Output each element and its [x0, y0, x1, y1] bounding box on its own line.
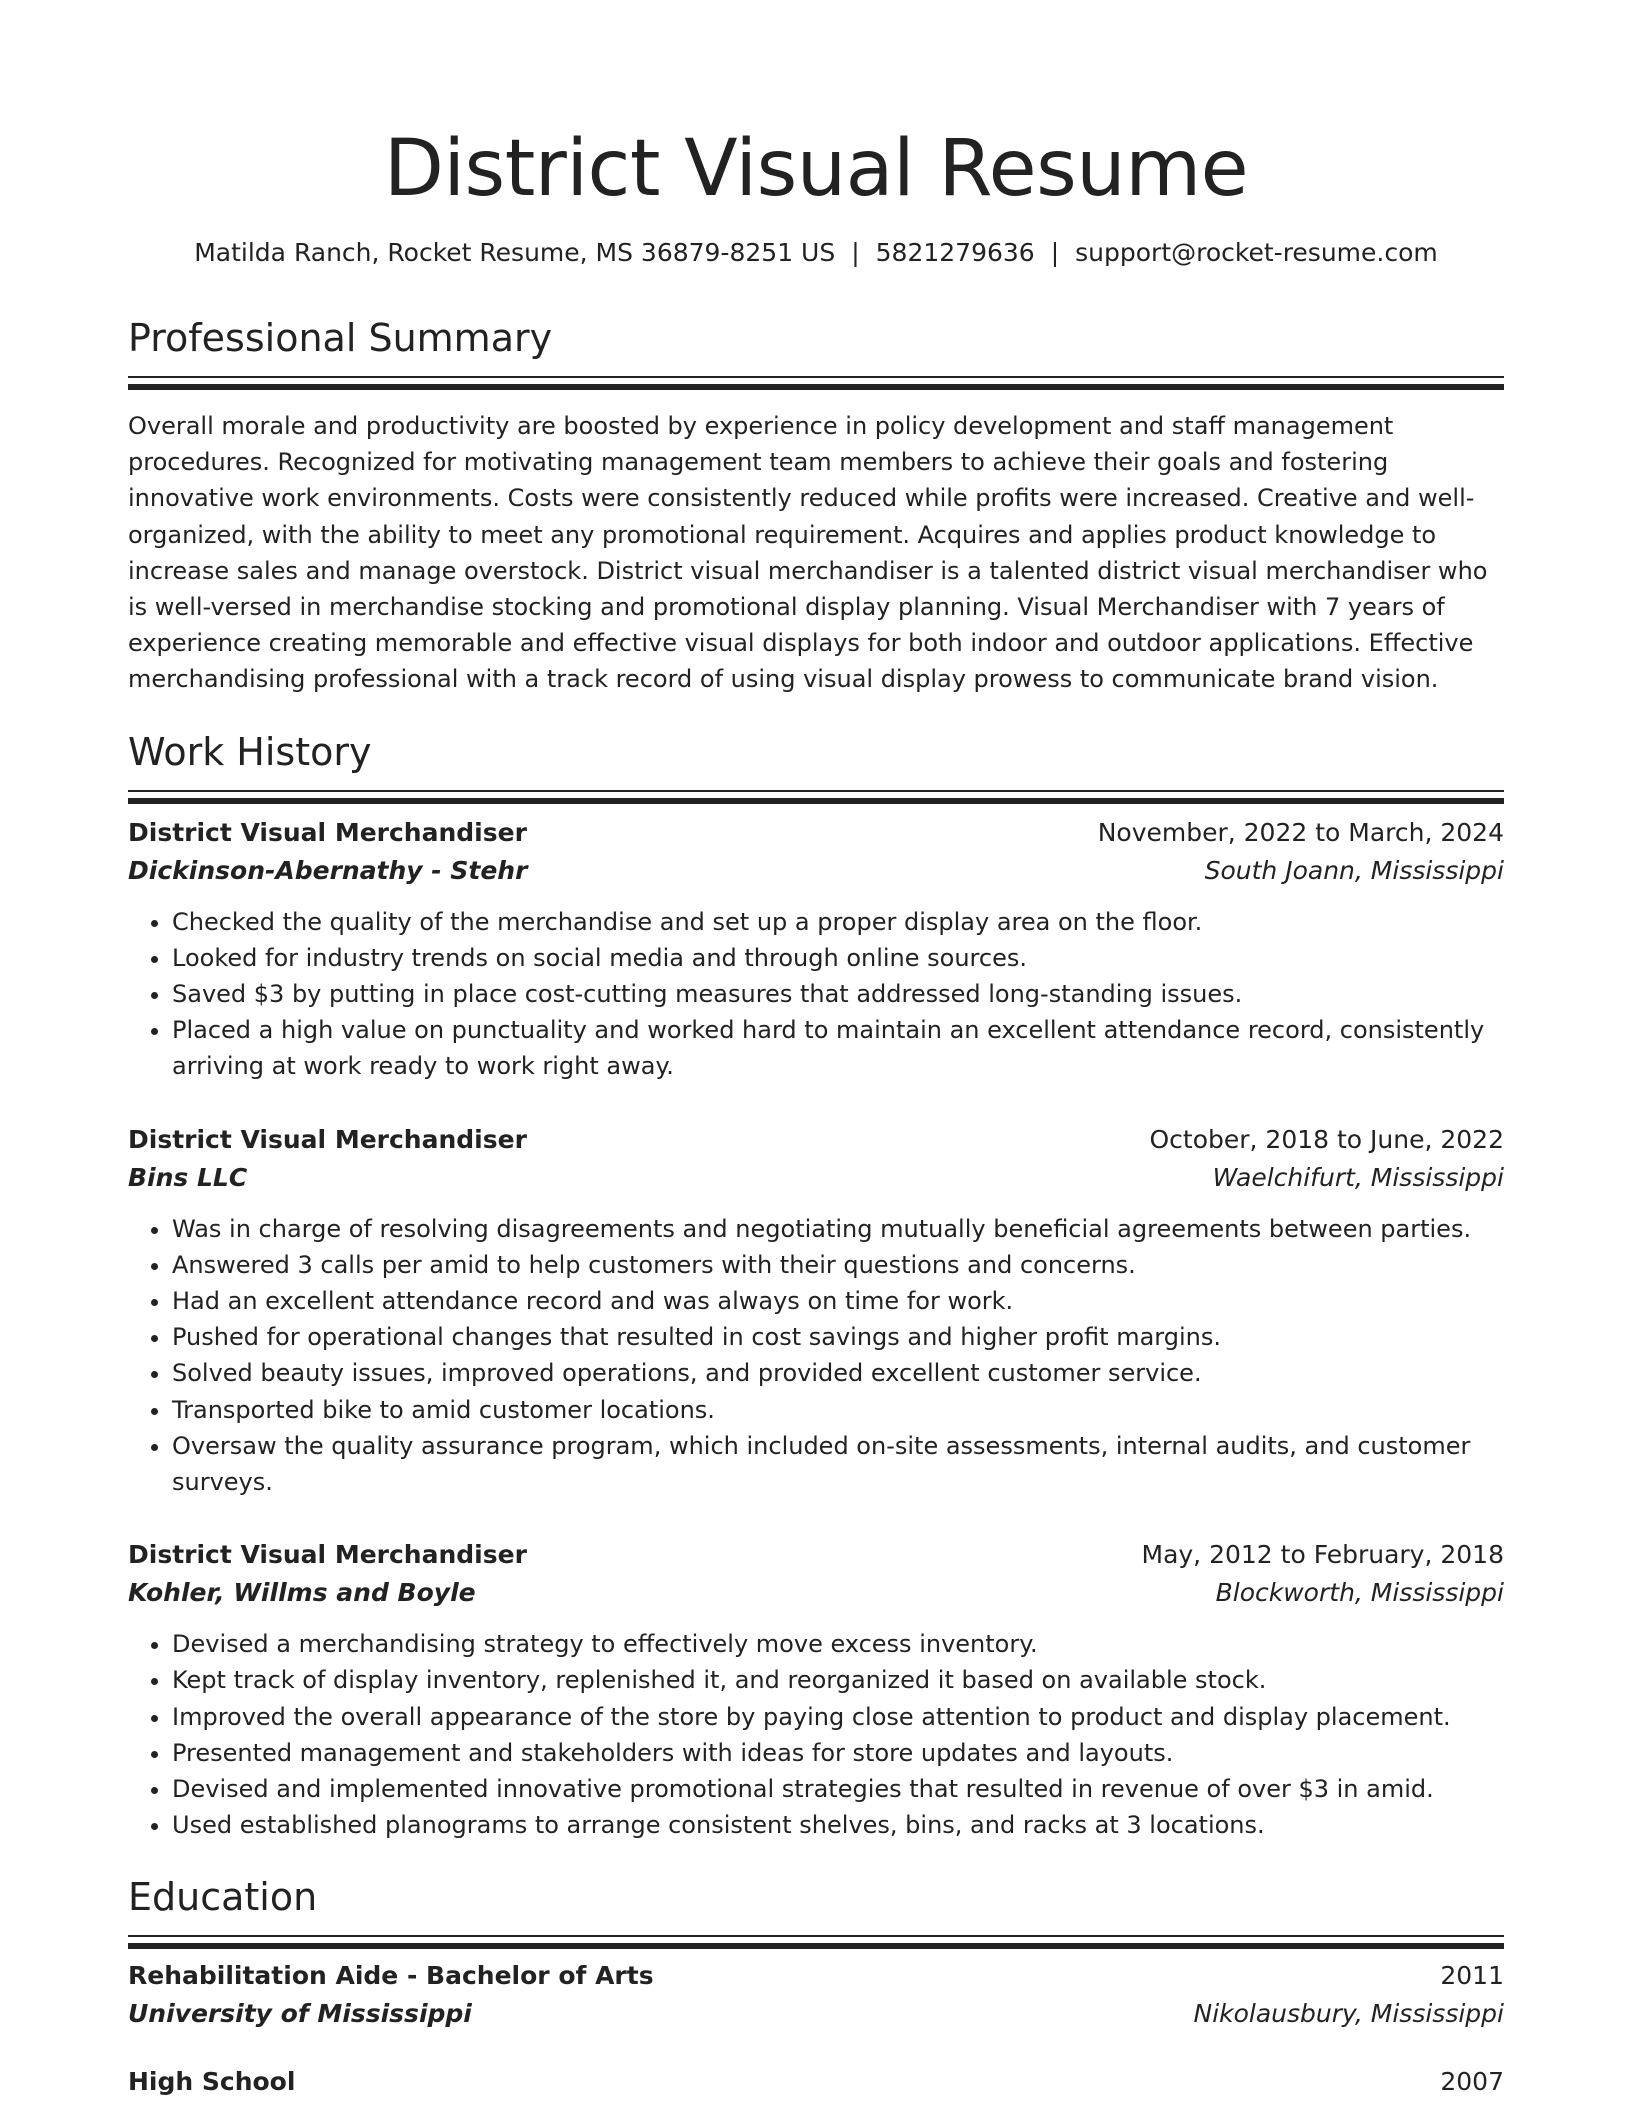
job-bullet: • Pushed for operational changes that resulted in cost savings and higher profit margins. [172, 1319, 1504, 1355]
job-bullet: • Checked the quality of the merchandise and set up a proper display area on the floor. [172, 904, 1504, 940]
section-divider [128, 376, 1504, 378]
resume-page [128, 0, 1504, 2101]
job-bullet: • Kept track of display inventory, replenished it, and reorganized it based on available stock. [172, 1662, 1504, 1698]
job-entry [128, 1536, 1504, 1843]
job-bullet: • Transported bike to amid customer locations. [172, 1392, 1504, 1428]
job-dates: November, 2022 to March, 2024 [1097, 817, 1504, 847]
section-heading-summary: Professional Summary [128, 316, 553, 360]
job-bullet: • Answered 3 calls per amid to help customers with their questions and concerns. [172, 1247, 1504, 1283]
work-history-section [128, 728, 1504, 1844]
job-entry [128, 814, 1504, 1085]
education-location: Nikolausbury, Mississippi [1193, 1999, 1504, 2029]
section-divider [128, 790, 1504, 792]
job-header-row [128, 1536, 1504, 1574]
education-year: 2011 [1440, 1961, 1504, 1991]
contact-email: support@rocket-resume.com [1075, 238, 1438, 267]
job-dates: October, 2018 to June, 2022 [1149, 1124, 1504, 1154]
summary-text: Overall morale and productivity are boosted by experience in policy development and staff management procedures. Recognized for motivating management team members to achieve their goals and fostering innovative work environments. Costs were consistently reduced while profits were increased. Creative and well-organized, with the ability to meet any promotional requirement. Acquires and applies product knowledge to increase sales and manage overstock. District visual merchandiser is a talented district visual merchandiser who is well-versed in merchandise stocking and promotional display planning. Visual Merchandiser with 7 years of experience creating memorable and effective visual displays for both indoor and outdoor applications. Effective merchandising professional with a track record of using visual display prowess to communicate brand vision. [128, 412, 1488, 694]
education-entry [128, 2063, 1504, 2101]
job-bullet: • Looked for industry trends on social media and through online sources. [172, 940, 1504, 976]
education-entry [128, 1957, 1504, 2033]
job-dates: May, 2012 to February, 2018 [1141, 1540, 1504, 1570]
job-bullet: • Solved beauty issues, improved operations, and provided excellent customer service. [172, 1355, 1504, 1391]
education-header-row [128, 1957, 1504, 1995]
job-bullet-list [128, 1626, 1504, 1843]
job-header-row [128, 1121, 1504, 1159]
contact-separator: | [1050, 238, 1060, 267]
job-bullet-list [128, 904, 1504, 1085]
job-bullet: • Devised and implemented innovative promotional strategies that resulted in revenue of over $3 in amid. [172, 1771, 1504, 1807]
education-degree: High School [128, 2067, 296, 2097]
job-company-row [128, 1159, 1504, 1197]
job-bullet-list [128, 1211, 1504, 1501]
job-bullet: • Presented management and stakeholders with ideas for store updates and layouts. [172, 1735, 1504, 1771]
contact-address: Matilda Ranch, Rocket Resume, MS 36879-8251 US [194, 238, 836, 267]
education-year: 2007 [1440, 2067, 1504, 2097]
job-title: District Visual Merchandiser [128, 1540, 527, 1570]
job-header-row [128, 814, 1504, 852]
section-divider [128, 1935, 1504, 1937]
job-company-row [128, 852, 1504, 890]
education-school: University of Mississippi [128, 1999, 472, 2029]
job-bullet: • Saved $3 by putting in place cost-cutting measures that addressed long-standing issues. [172, 976, 1504, 1012]
education-section [128, 1873, 1504, 2101]
education-header-row [128, 2063, 1504, 2101]
job-location: South Joann, Mississippi [1204, 855, 1504, 885]
job-bullet: • Devised a merchandising strategy to effectively move excess inventory. [172, 1626, 1504, 1662]
contact-phone: 5821279636 [875, 238, 1035, 267]
job-entry [128, 1121, 1504, 1501]
job-bullet: • Was in charge of resolving disagreements and negotiating mutually beneficial agreements between parties. [172, 1211, 1504, 1247]
job-location: Blockworth, Mississippi [1215, 1578, 1504, 1608]
job-company: Bins LLC [128, 1162, 248, 1192]
job-title: District Visual Merchandiser [128, 817, 527, 847]
contact-separator: | [851, 238, 860, 267]
job-company-row [128, 1574, 1504, 1612]
section-heading-education: Education [128, 1875, 318, 1920]
job-bullet: • Had an excellent attendance record and was always on time for work. [172, 1283, 1504, 1319]
job-bullet: • Placed a high value on punctuality and worked hard to maintain an excellent attendance record, consistently arriving at work ready to work right away. [172, 1012, 1504, 1084]
job-title: District Visual Merchandiser [128, 1124, 527, 1154]
job-location: Waelchifurt, Mississippi [1212, 1162, 1504, 1192]
job-company: Kohler, Willms and Boyle [128, 1578, 476, 1608]
contact-line [128, 236, 1504, 270]
education-school-row [128, 1995, 1504, 2033]
section-heading-work: Work History [128, 729, 372, 774]
resume-name: District Visual Resume [383, 124, 1249, 214]
education-degree: Rehabilitation Aide - Bachelor of Arts [128, 1961, 654, 1991]
summary-section [128, 314, 1504, 698]
job-bullet: • Used established planograms to arrange consistent shelves, bins, and racks at 3 locations. [172, 1807, 1504, 1843]
job-company: Dickinson-Abernathy - Stehr [128, 855, 528, 885]
job-bullet: • Improved the overall appearance of the store by paying close attention to product and display placement. [172, 1699, 1504, 1735]
job-bullet: • Oversaw the quality assurance program, which included on-site assessments, internal audits, and customer surveys. [172, 1428, 1504, 1500]
